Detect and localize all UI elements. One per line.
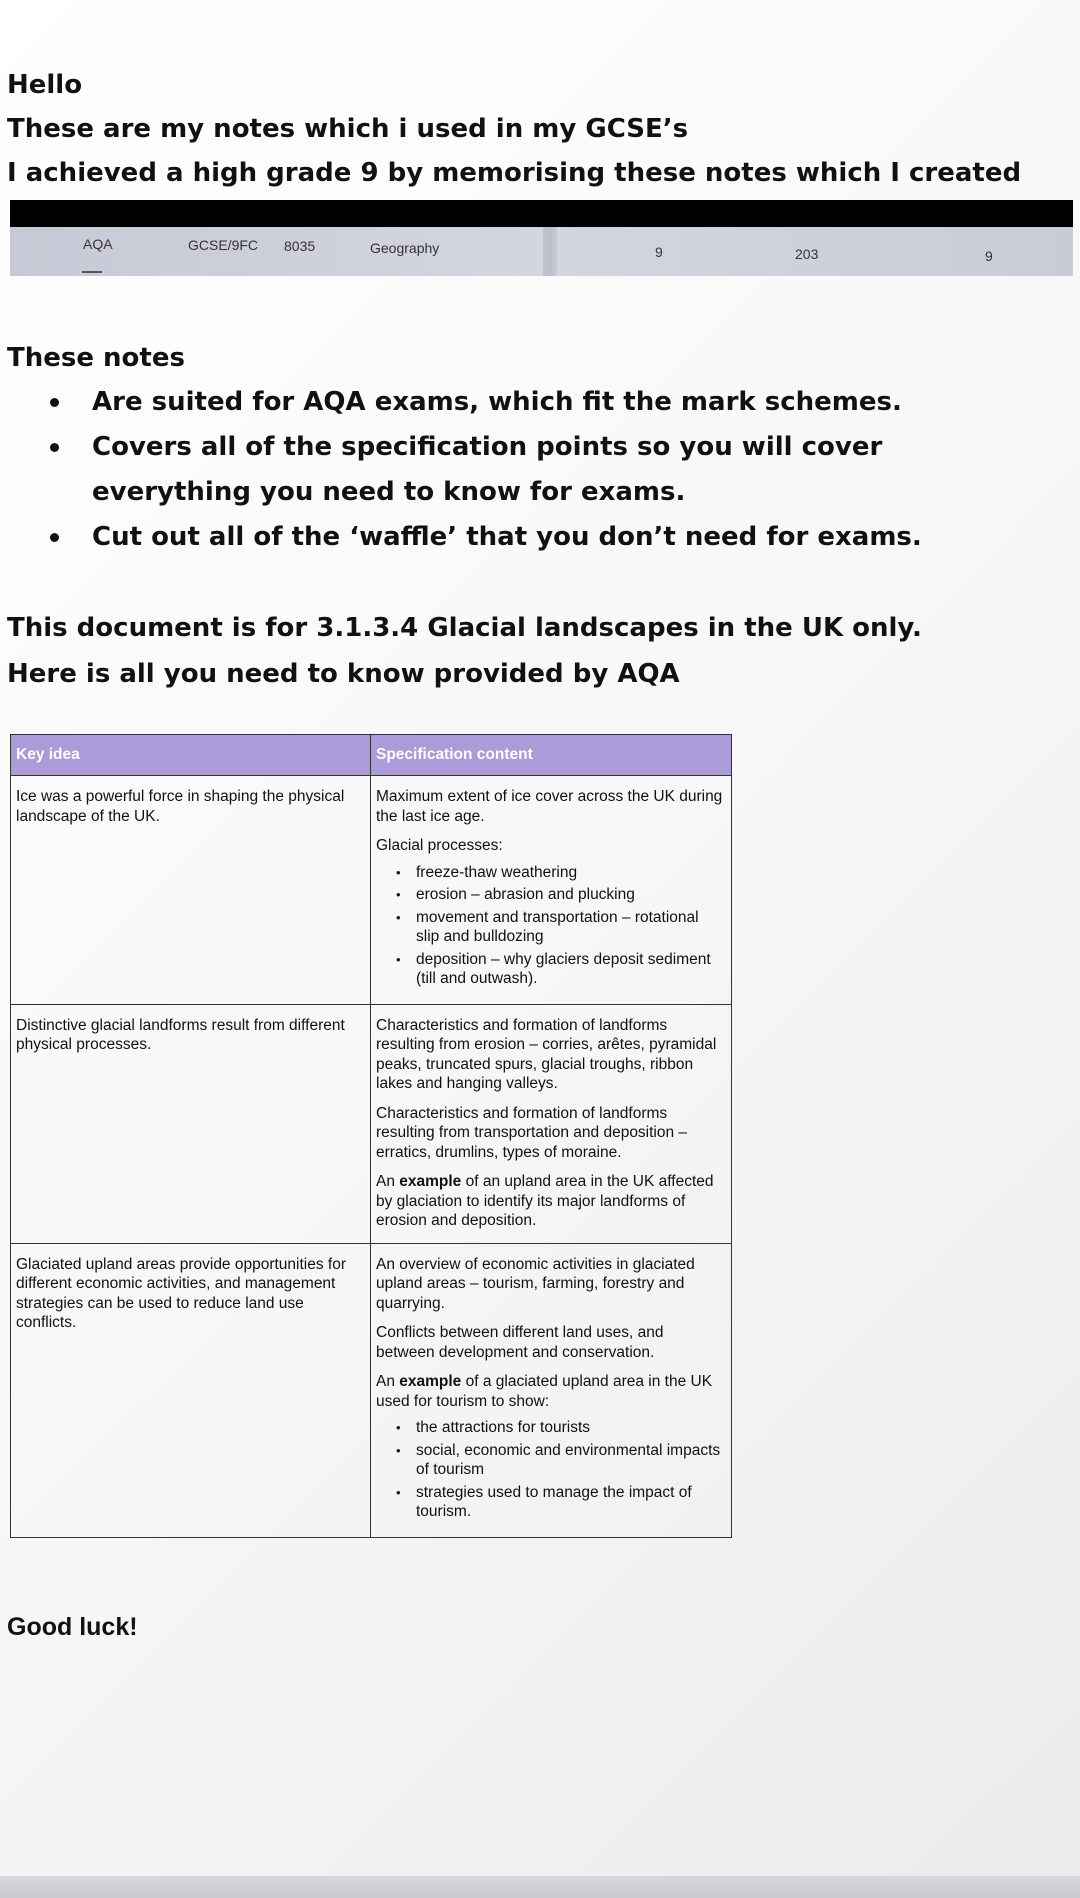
bottom-edge [0, 1876, 1080, 1898]
list-item: • strategies used to manage the impact of tourism. [416, 1483, 726, 1522]
list-item: • freeze-thaw weathering [416, 863, 726, 883]
results-mark: 203 [795, 246, 819, 262]
text-run: An [376, 1173, 400, 1190]
results-slip-photo [10, 200, 1073, 276]
spec-paragraph: Characteristics and formation of landforms resulting from transportation and deposition – erratics, drumlins, types of moraine. [376, 1104, 688, 1161]
bold-term: example [399, 1373, 462, 1390]
closing-message: Good luck! [7, 1613, 138, 1641]
spec-content-cell [371, 1004, 732, 1243]
notes-list [50, 380, 1020, 560]
key-idea-cell: Distinctive glacial landforms result from different physical processes. [11, 1004, 371, 1243]
intro-line-notes: These are my notes which i used in my GCSE’s [7, 114, 689, 144]
results-row [10, 227, 1073, 276]
spec-paragraph: Glacial processes: [376, 837, 503, 854]
spec-paragraph: Maximum extent of ice cover across the UK during the last ice age. [376, 788, 723, 825]
table-header-row [11, 735, 732, 776]
list-item: • social, economic and environmental impacts of tourism [416, 1441, 726, 1480]
results-cut-text [82, 271, 102, 273]
notes-bullet: Are suited for AQA exams, which fit the mark schemes. [50, 380, 1020, 425]
spec-paragraph [376, 1172, 726, 1231]
header-specification-content: Specification content [371, 735, 732, 776]
spec-paragraph: An overview of economic activities in glaciated upland areas – tourism, farming, forestry and quarrying. [376, 1255, 695, 1312]
notes-bullet: Covers all of the specification points so you will cover everything you need to know for exams. [50, 425, 1020, 515]
results-subject: Geography [370, 240, 440, 256]
list-item: • the attractions for tourists [416, 1418, 726, 1438]
results-divider [543, 227, 557, 276]
spec-content-cell [371, 776, 732, 1005]
results-board: AQA [83, 236, 113, 252]
results-qualification: GCSE/9FC [188, 237, 259, 253]
document-scope-line: This document is for 3.1.3.4 Glacial landscapes in the UK only. [7, 613, 922, 643]
results-code: 8035 [284, 238, 316, 254]
intro-line-grade: I achieved a high grade 9 by memorising these notes which I created [7, 158, 1022, 188]
list-item: • erosion – abrasion and plucking [416, 885, 726, 905]
aqa-intro-line: Here is all you need to know provided by AQA [7, 659, 680, 689]
bold-term: example [399, 1173, 462, 1190]
table-row [11, 1243, 732, 1537]
text-run: of a glaciated upland area in the UK used for tourism to show: [376, 1373, 713, 1410]
spec-paragraph: Conflicts between different land uses, and between development and conservation. [376, 1324, 664, 1361]
notes-bullet: Cut out all of the ‘waffle’ that you don’t need for exams. [50, 515, 1020, 560]
spec-content-cell [371, 1243, 732, 1537]
key-idea-cell: Glaciated upland areas provide opportunities for different economic activities, and management strategies can be used to reduce land use conflicts. [11, 1243, 371, 1537]
results-grade: 9 [655, 244, 663, 260]
list-item: • movement and transportation – rotational slip and bulldozing [416, 908, 726, 947]
table-row [11, 1004, 732, 1243]
key-idea-cell: Ice was a powerful force in shaping the physical landscape of the UK. [11, 776, 371, 1005]
spec-paragraph: Characteristics and formation of landforms resulting from erosion – corries, arêtes, pyramidal peaks, truncated spurs, glacial troughs, ribbon lakes and hanging valleys. [376, 1016, 717, 1092]
specification-table [10, 734, 732, 1538]
table-row [11, 776, 732, 1005]
text-run: An [376, 1373, 400, 1390]
list-item: • deposition – why glaciers deposit sediment (till and outwash). [416, 950, 726, 989]
spec-bullet-list [376, 863, 726, 989]
spec-bullet-list [376, 1418, 726, 1522]
results-header-bar [10, 200, 1073, 227]
greeting-line: Hello [7, 70, 83, 100]
header-key-idea: Key idea [11, 735, 371, 776]
notes-heading: These notes [7, 343, 185, 373]
spec-paragraph [376, 1372, 726, 1411]
text-run: of an upland area in the UK affected by glaciation to identify its major landforms of erosion and deposition. [376, 1173, 714, 1229]
results-final-grade: 9 [985, 248, 993, 264]
